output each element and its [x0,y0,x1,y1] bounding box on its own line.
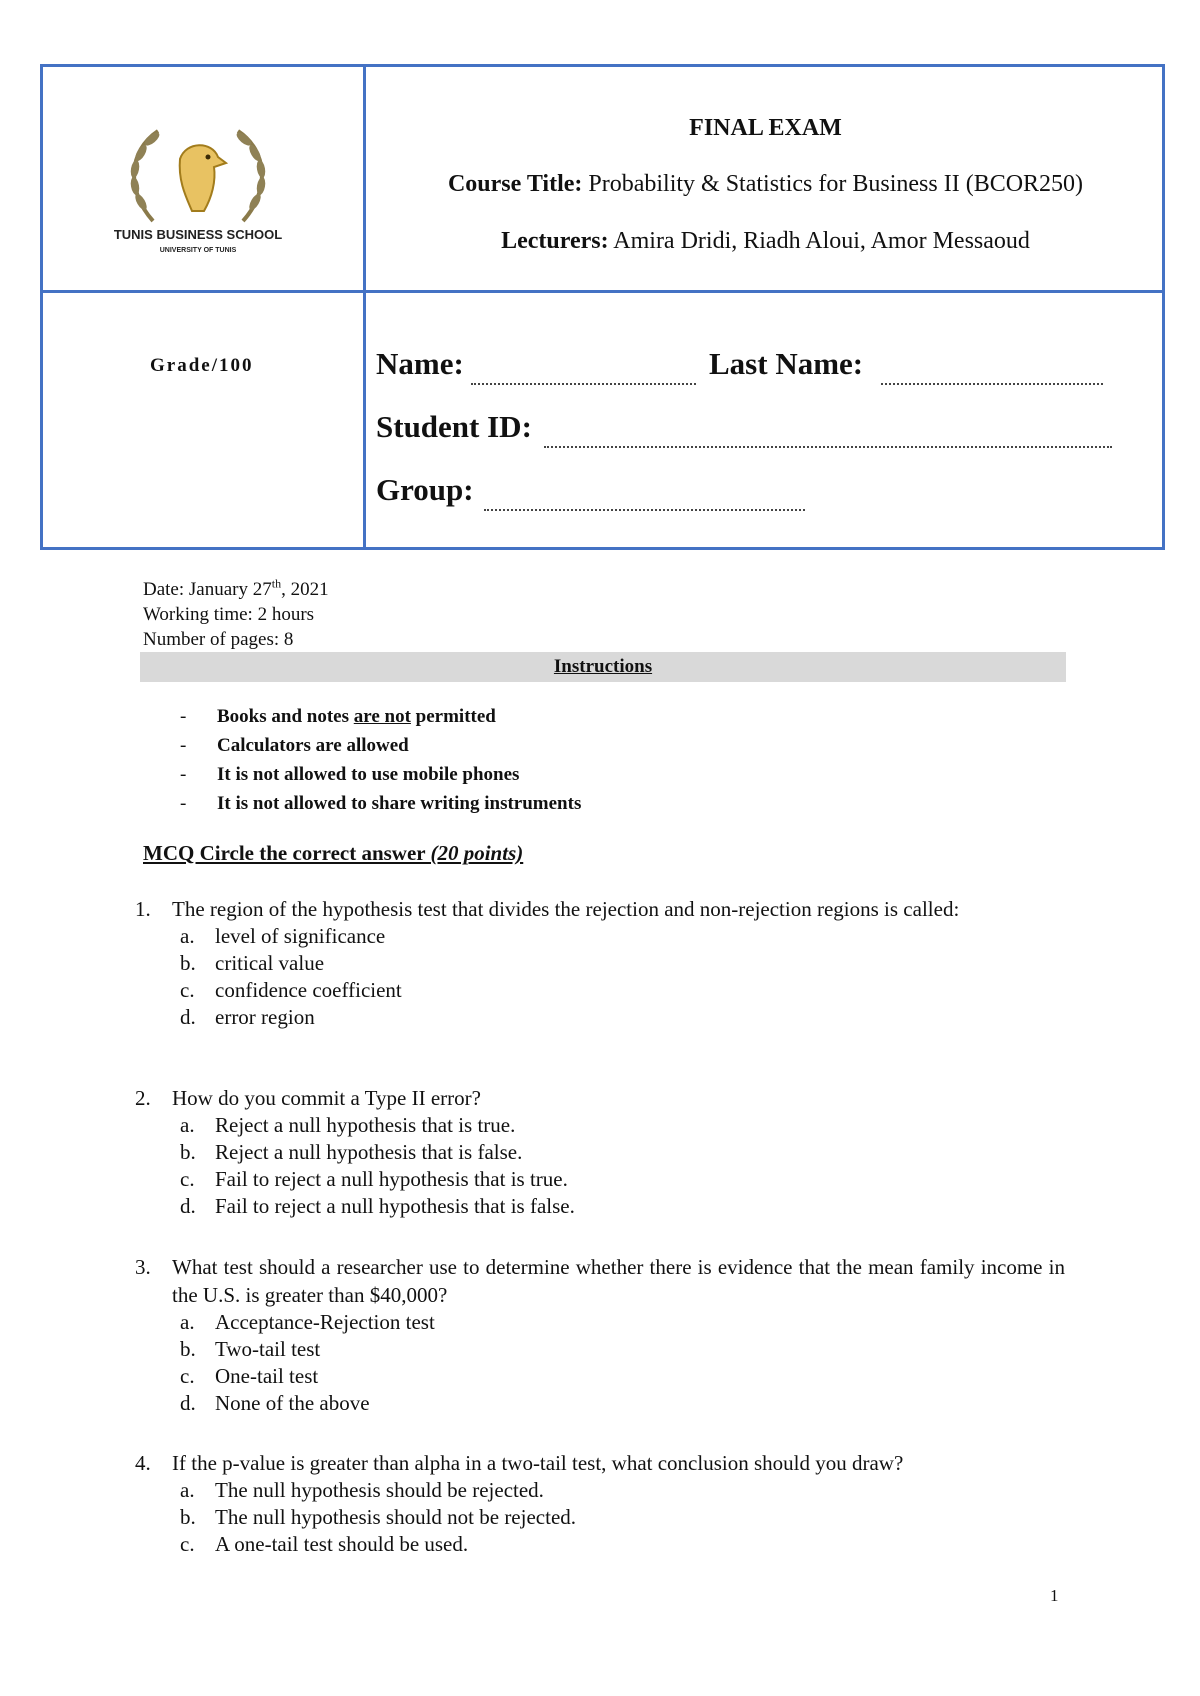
lecturers-label: Lecturers: [501,228,609,254]
question-4: 4. If the p-value is greater than alpha in a two-tail test, what conclusion should you draw? a. The null hypothesis should be rejected. b. The null hypothesis should not be rejected. c. A one-tail test should be used. [135,1449,1065,1558]
lecturers-value: Amira Dridi, Riadh Aloui, Amor Messaoud [608,228,1030,254]
answer-option[interactable]: b. The null hypothesis should not be rejected. [180,1505,577,1529]
working-time: Working time: 2 hours [143,604,315,625]
group-label: Group: [376,472,474,507]
school-logo [108,111,288,271]
logo-cell [43,67,363,290]
course-title-value: Probability & Statistics for Business II (BCOR250) [582,171,1084,197]
svg-text:TUNIS BUSINESS SCHOOL: TUNIS BUSINESS SCHOOL [113,227,283,242]
question-1: 1. The region of the hypothesis test that divides the rejection and non-rejection regions is called: a. level of significance b. critical value c. confidence coefficient d. error region [135,895,1065,1031]
instructions-heading: Instructions [140,652,1066,682]
grade-cell [43,293,363,547]
question-stem: If the p-value is greater than alpha in a two-tail test, what conclusion should you draw? [172,1451,904,1475]
last-name-field[interactable] [881,383,1103,385]
name-label: Name: [376,346,464,381]
question-2: 2. How do you commit a Type II error? a. Reject a null hypothesis that is true. b. Reject a null hypothesis that is false. c. Fail to reject a null hypothesis that is true. d. Fail to reject a null hypothesis that is false. [135,1084,1065,1220]
answer-option[interactable]: b. critical value [180,951,325,975]
answer-option[interactable]: c. A one-tail test should be used. [180,1532,469,1556]
answer-option[interactable]: d. None of the above [180,1391,370,1415]
number-of-pages: Number of pages: 8 [143,629,294,650]
grade-label: Grade/100 [150,355,254,376]
last-name-label: Last Name: [709,346,864,381]
mcq-heading: MCQ Circle the correct answer (20 points) [143,841,524,865]
question-stem: What test should a researcher use to determine whether there is evidence that the mean family income in the U.S. is greater than $40,000? [172,1255,1065,1307]
answer-option[interactable]: a. level of significance [180,924,386,948]
page-number: 1 [1050,1586,1059,1605]
student-fields-cell [366,293,1165,547]
answer-option[interactable]: a. Acceptance-Rejection test [180,1310,435,1334]
question-stem: The region of the hypothesis test that divides the rejection and non-rejection regions is called: [172,897,960,921]
student-id-label: Student ID: [376,409,532,444]
answer-option[interactable]: b. Two-tail test [180,1337,321,1361]
lecturers-line [366,228,1165,255]
svg-text:UNIVERSITY OF TUNIS: UNIVERSITY OF TUNIS [159,247,237,254]
answer-option[interactable]: d. error region [180,1005,315,1029]
answer-option[interactable]: a. The null hypothesis should be rejected. [180,1478,544,1502]
answer-option[interactable]: c. Fail to reject a null hypothesis that is true. [180,1167,568,1191]
name-field[interactable] [471,383,696,385]
answer-option[interactable]: c. confidence coefficient [180,978,402,1002]
exam-title: FINAL EXAM [689,115,842,141]
course-title-label: Course Title: [447,171,583,197]
title-cell [366,67,1165,290]
header-table [40,64,1165,550]
student-id-field[interactable] [544,446,1112,448]
question-3: 3. What test should a researcher use to determine whether there is evidence that the mean family income in the U.S. is greater than $40,000? a. Acceptance-Rejection test b. Two-tail test c. One-tail test d. None of the above [135,1255,1065,1415]
question-stem: How do you commit a Type II error? [172,1086,481,1110]
exam-page: TUNIS BUSINESS SCHOOL UNIVERSITY OF TUNIS FINAL EXAM Course Title: Probability & Statistics for Business II (BCOR250) Lecturers: Amira Dridi, Riadh Aloui, Amor Messaoud Grade/100 Name: Last Name: Student ID: Group: Date: January 27th, 2021 Working time: 2 hours Number of pages: 8 Instructions - Books and notes are not permitted - Calculators are allowed - It is not allowed to use mobile phones - It is not allowed to share writing instruments MCQ Circle the correct answer (20 points) 1. The region of the hypothesis test that divides the rejection and non-rejection regions is called: a. level of significance b. critical value c. confidence coefficient d. error region 2. How do you commit a Type II error? a. Reject a null hypothesis that is true. b. Reject a null hypothesis that is false. c. Fail to reject a null hypothesis that is true. d. Fail to reject a null hypothesis that is false. 3. What test should a researcher use to determine whether there is evidence that the mean family income in the U.S. is greater than $40,000? a. Acceptance-Rejection test b. Two-tail test c. One-tail test d. None of the above 4. If the p-value is greater than alpha in a two-tail test, what conclusion should you draw? a. The null hypothesis should be rejected. b. The null hypothesis should not be rejected. c. A one-tail test should be used. 1 [0,0,1200,1696]
answer-option[interactable]: d. Fail to reject a null hypothesis that is false. [180,1194,575,1218]
answer-option[interactable]: a. Reject a null hypothesis that is true. [180,1113,516,1137]
course-title-line [366,171,1165,198]
answer-option[interactable]: c. One-tail test [180,1364,319,1388]
date-line: Date: January 27th, 2021 [143,576,329,600]
group-field[interactable] [484,509,805,511]
answer-option[interactable]: b. Reject a null hypothesis that is false. [180,1140,523,1164]
